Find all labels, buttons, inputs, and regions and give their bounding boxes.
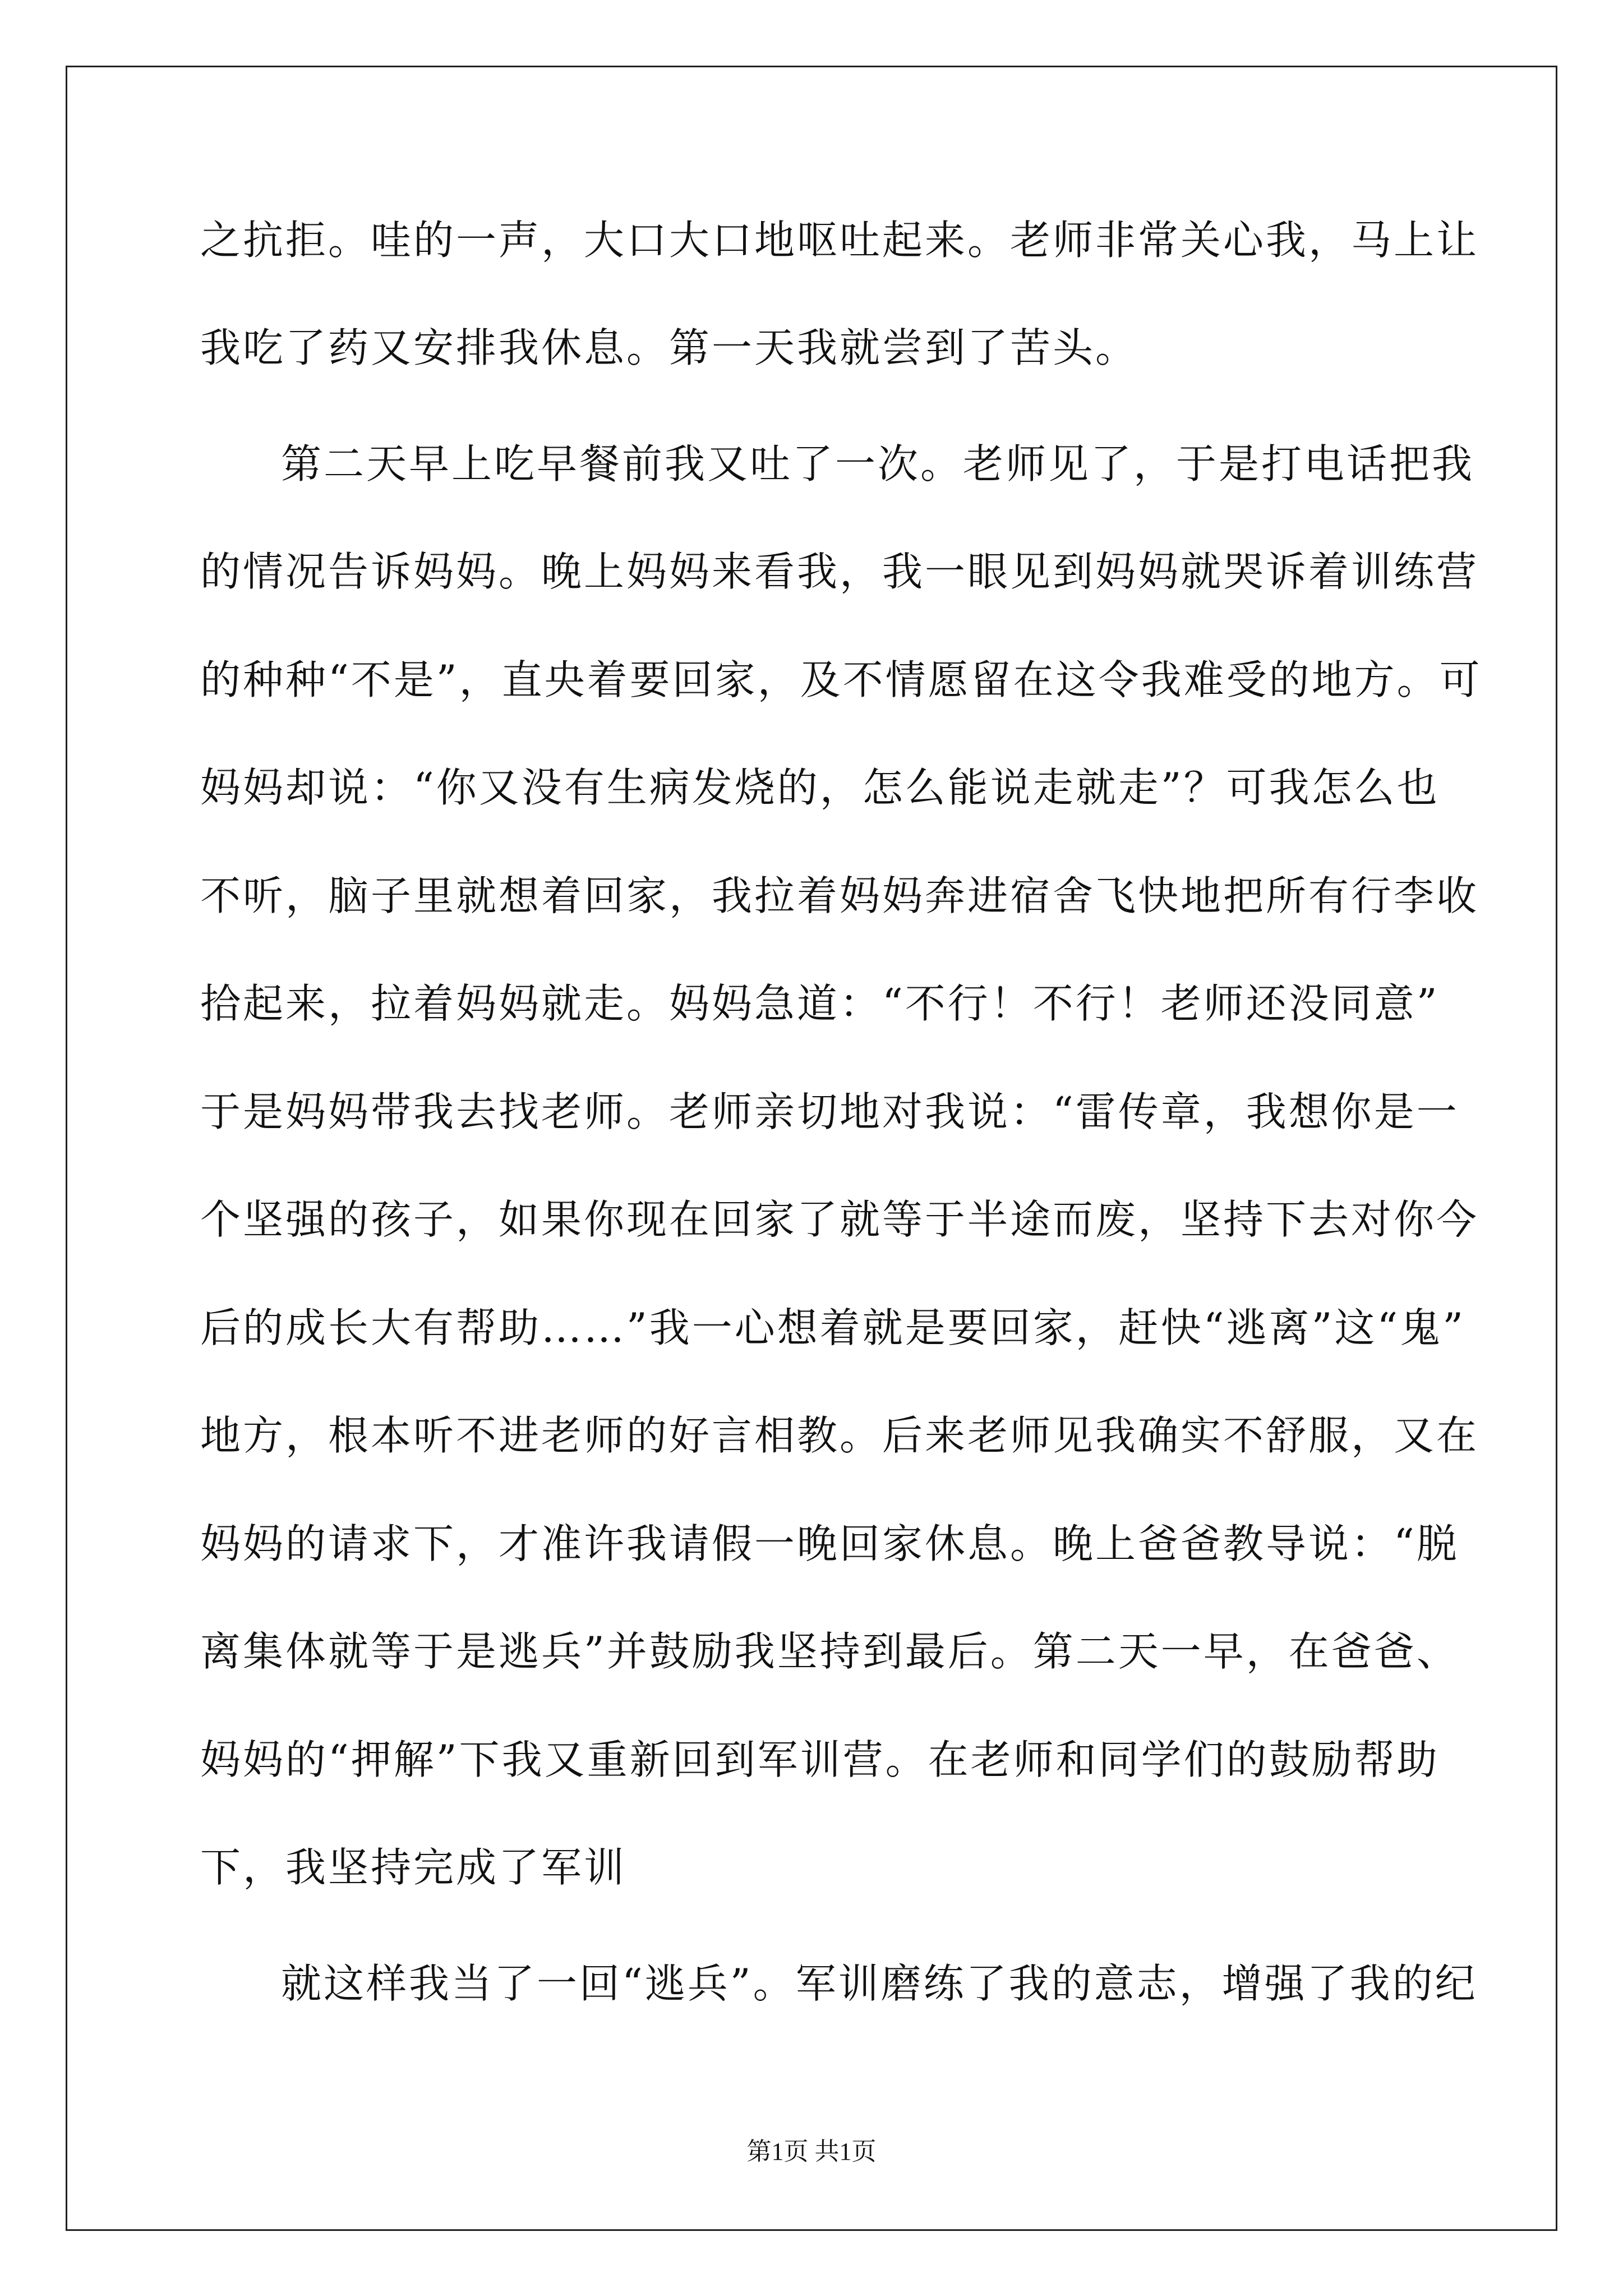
text-line: 我吃了药又安排我休息。第一天我就尝到了苦头。 xyxy=(200,324,1138,371)
text-line: 下，我坚持完成了军训 xyxy=(200,1844,627,1891)
page-border xyxy=(66,66,1557,2231)
text-line: 不听，脑子里就想着回家，我拉着妈妈奔进宿舍飞快地把所有行李收 xyxy=(200,872,1479,919)
text-line: 后的成长大有帮助……”我一心想着就是要回家，赶快“逃离”这“鬼” xyxy=(200,1304,1466,1351)
text-line: 拾起来，拉着妈妈就走。妈妈急道：“不行！不行！老师还没同意” xyxy=(200,980,1440,1027)
page-footer: 第1页 共1页 xyxy=(746,2138,877,2165)
text-line: 之抗拒。哇的一声，大口大口地呕吐起来。老师非常关心我，马上让 xyxy=(200,217,1479,264)
text-line: 的情况告诉妈妈。晚上妈妈来看我，我一眼见到妈妈就哭诉着训练营 xyxy=(200,548,1479,595)
text-line: 离集体就等于是逃兵”并鼓励我坚持到最后。第二天一早，在爸爸、 xyxy=(200,1628,1459,1675)
text-line: 妈妈的“押解”下我又重新回到军训营。在老师和同学们的鼓励帮助 xyxy=(200,1736,1440,1783)
text-line: 妈妈的请求下，才准许我请假一晚回家休息。晚上爸爸教导说：“脱 xyxy=(200,1520,1459,1567)
text-line: 的种种“不是”，直央着要回家，及不情愿留在这令我难受的地方。可 xyxy=(200,656,1482,703)
text-line: 就这样我当了一回“逃兵”。军训磨练了我的意志，增强了我的纪 xyxy=(281,1960,1478,2007)
text-line: 妈妈却说：“你又没有生病发烧的，怎么能说走就走”？可我怎么也 xyxy=(200,764,1440,811)
text-line: 个坚强的孩子，如果你现在回家了就等于半途而废，坚持下去对你今 xyxy=(200,1196,1479,1243)
text-line: 地方，根本听不进老师的好言相教。后来老师见我确实不舒服，又在 xyxy=(200,1412,1479,1459)
text-line: 第二天早上吃早餐前我又吐了一次。老师见了，于是打电话把我 xyxy=(281,440,1475,487)
text-line: 于是妈妈带我去找老师。老师亲切地对我说：“雷传章，我想你是一 xyxy=(200,1088,1459,1135)
